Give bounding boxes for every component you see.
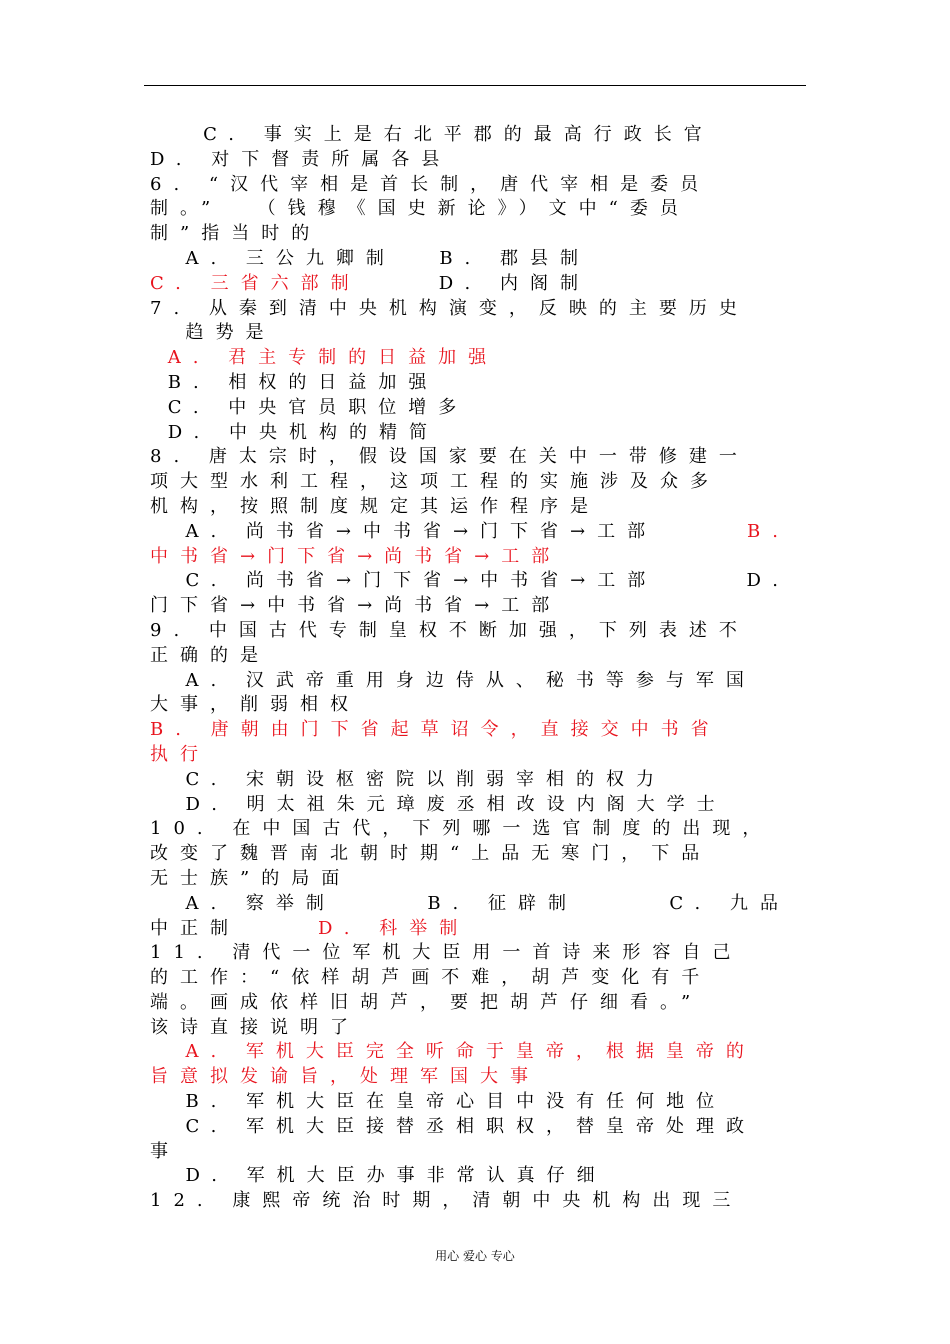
text-line: A. 军机大臣完全听命于皇帝，根据皇帝的 xyxy=(150,1041,756,1063)
option-right: B. 郡县制 xyxy=(439,247,590,269)
document-body xyxy=(150,123,790,1214)
text-line: 事 xyxy=(150,1140,180,1162)
text-line: 制。” （钱穆《国史新论》）文中“委员 xyxy=(150,198,690,220)
text-line: D. 军机大臣办事非常认真仔细 xyxy=(150,1165,607,1187)
text-line: 制”指当时的 xyxy=(150,223,322,245)
option-right: C. 九品 xyxy=(669,892,790,914)
text-line: 改变了魏晋南北朝时期“上品无寒门，下品 xyxy=(150,843,712,865)
text-line: 正确的是 xyxy=(150,644,270,666)
text-line: 无士族”的局面 xyxy=(150,867,352,889)
text-line: B. 军机大臣在皇帝心目中没有任何地位 xyxy=(150,1091,727,1113)
text-line: 的工作：“依样胡芦画不难，胡芦变化有千 xyxy=(150,967,712,989)
text-line: 项大型水利工程，这项工程的实施涉及众多 xyxy=(150,471,720,493)
option-left: A. 尚书省→中书省→门下省→工部 xyxy=(150,520,658,542)
text-line: 12. 康熙帝统治时期，清朝中央机构出现三 xyxy=(150,1190,743,1212)
text-line xyxy=(150,247,790,272)
option-left: C. 尚书省→门下省→中书省→工部 xyxy=(150,570,658,592)
text-line: B. 唐朝由门下省起草诏令，直接交中书省 xyxy=(150,719,721,741)
text-line: 11. 清代一位军机大臣用一首诗来形容自己 xyxy=(150,942,743,964)
option-left: A. 三公九卿制 xyxy=(150,247,396,269)
text-line: C. 事实上是右北平郡的最高行政长官 xyxy=(150,124,714,145)
text-line: D. 中央机构的精简 xyxy=(150,421,439,443)
text-line: B. 相权的日益加强 xyxy=(150,371,439,393)
header-rule xyxy=(144,85,806,86)
text-line: 10. 在中国古代，下列哪一选官制度的出现， xyxy=(150,818,773,840)
option-right: B. xyxy=(747,520,790,542)
text-line: C. 宋朝设枢密院以削弱宰相的权力 xyxy=(150,768,667,790)
text-line: 门下省→中书省→尚书省→工部 xyxy=(150,595,562,617)
text-line: 9. 中国古代专制皇权不断加强，下列表述不 xyxy=(150,619,749,641)
option-left: 中正制 xyxy=(150,917,240,939)
text-line xyxy=(150,892,790,917)
text-line: A. 汉武帝重用身边侍从、秘书等参与军国 xyxy=(150,669,756,691)
option-right: D. 科举制 xyxy=(318,917,470,939)
option-middle: B. 征辟制 xyxy=(427,892,578,914)
text-line xyxy=(150,917,790,942)
text-line: 端。画成依样旧胡芦，要把胡芦仔细看。” xyxy=(150,991,703,1013)
text-line: 执行 xyxy=(150,743,210,765)
page-footer: 用心 爱心 专心 xyxy=(435,1249,515,1263)
text-line: 趋势是 xyxy=(150,322,276,344)
text-line: 大事，削弱相权 xyxy=(150,694,360,716)
text-line: D. 明太祖朱元璋废丞相改设内阁大学士 xyxy=(150,793,727,815)
text-line: D. 对下督责所属各县 xyxy=(150,148,452,170)
option-right: D. xyxy=(746,570,790,592)
text-line xyxy=(150,272,790,297)
option-left: A. 察举制 xyxy=(150,892,336,914)
text-line: 7. 从秦到清中央机构演变，反映的主要历史 xyxy=(150,297,749,319)
option-right: D. 内阁制 xyxy=(438,272,590,294)
text-line: 该诗直接说明了 xyxy=(150,1016,360,1038)
text-line xyxy=(150,569,790,594)
text-line: 中书省→门下省→尚书省→工部 xyxy=(150,545,562,567)
text-line: 8. 唐太宗时，假设国家要在关中一带修建一 xyxy=(150,446,749,468)
text-line: 机构，按照制度规定其运作程序是 xyxy=(150,495,600,517)
text-line: C. 中央官员职位增多 xyxy=(150,396,469,418)
text-line: C. 军机大臣接替丞相职权，替皇帝处理政 xyxy=(150,1115,757,1137)
text-line: A. 君主专制的日益加强 xyxy=(150,347,499,369)
text-line: 旨意拟发谕旨，处理军国大事 xyxy=(150,1066,540,1088)
option-left: C. 三省六部制 xyxy=(150,272,361,294)
text-line: 6. “汉代宰相是首长制，唐代宰相是委员 xyxy=(150,173,711,195)
text-line xyxy=(150,520,790,545)
